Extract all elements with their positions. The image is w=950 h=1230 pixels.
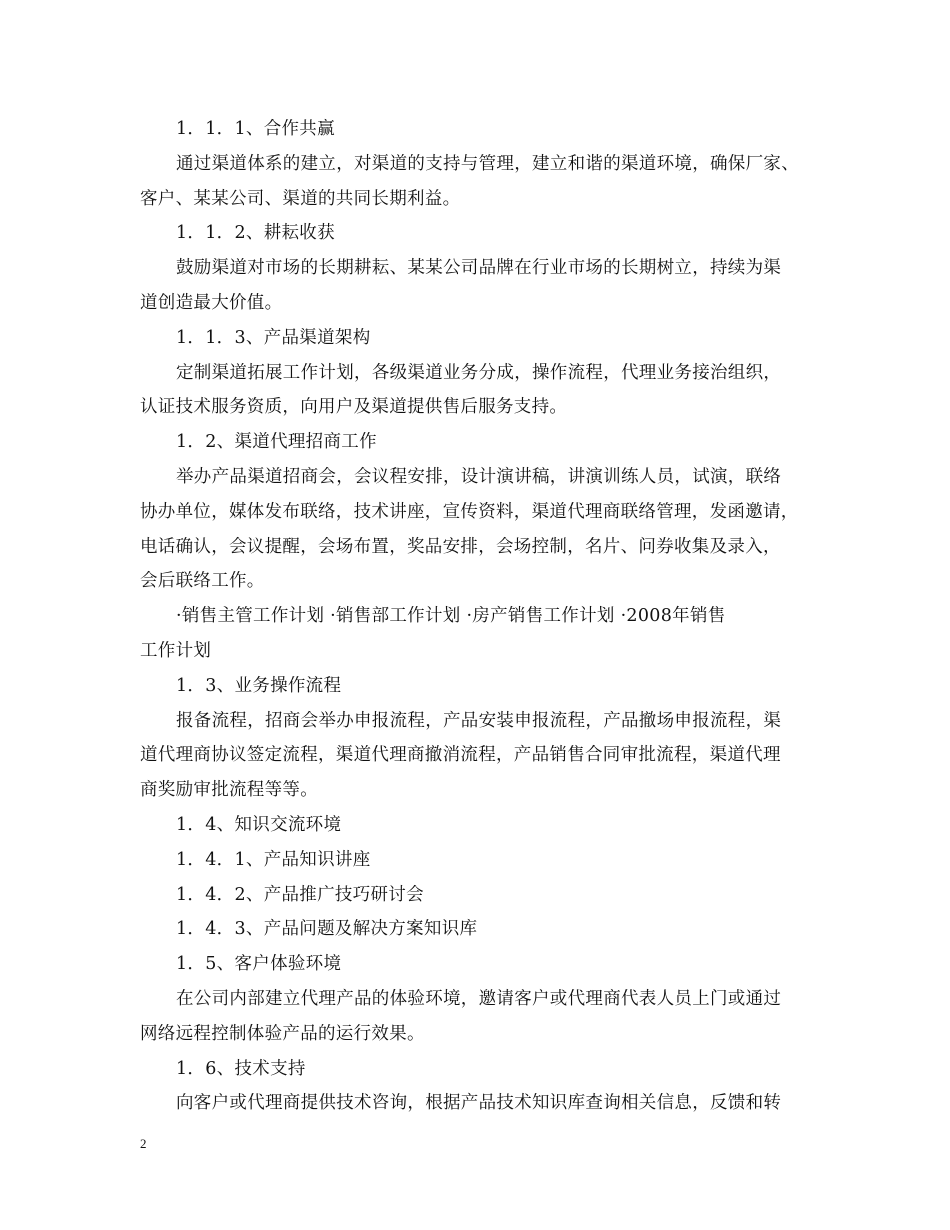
- text-line: 道代理商协议签定流程，渠道代理商撤消流程，产品销售合同审批流程，渠道代理: [140, 745, 781, 766]
- text-line: 认证技术服务资质，向用户及渠道提供售后服务支持。: [140, 397, 568, 418]
- page-number: 2: [140, 1136, 147, 1151]
- text-line: 1．1．3、产品渠道架构: [176, 327, 371, 348]
- text-line: 客户、某某公司、渠道的共同长期利益。: [140, 188, 461, 209]
- text-line: 1．4．2、产品推广技巧研讨会: [176, 884, 424, 905]
- text-line: 1．4、知识交流环境: [176, 814, 342, 835]
- text-line: 在公司内部建立代理产品的体验环境，邀请客户或代理商代表人员上门或通过: [176, 988, 782, 1009]
- text-line: 1．4．1、产品知识讲座: [176, 849, 371, 870]
- text-line: 1．5、客户体验环境: [176, 954, 342, 975]
- text-line: 网络远程控制体验产品的运行效果。: [140, 1023, 425, 1044]
- document-body: [140, 112, 820, 1121]
- text-line: 通过渠道体系的建立，对渠道的支持与管理，建立和谐的渠道环境，确保厂家、: [176, 153, 799, 174]
- text-line: 工作计划: [140, 640, 212, 661]
- text-line: 1．6、技术支持: [176, 1058, 306, 1079]
- text-line: 定制渠道拓展工作计划，各级渠道业务分成，操作流程，代理业务接治组织，: [176, 362, 782, 383]
- text-line: ·销售主管工作计划 ·销售部工作计划 ·房产销售工作计划 ·2008年销售: [176, 606, 726, 627]
- text-line: 1．4．3、产品问题及解决方案知识库: [176, 919, 478, 940]
- text-line: 鼓励渠道对市场的长期耕耘、某某公司品牌在行业市场的长期树立，持续为渠: [176, 258, 782, 279]
- text-line: 1．2、渠道代理招商工作: [176, 432, 377, 453]
- text-line: 电话确认，会议提醒，会场布置，奖品安排，会场控制，名片、问券收集及录入，: [140, 536, 781, 557]
- text-line: 协办单位，媒体发布联络，技术讲座，宣传资料，渠道代理商联络管理，发函邀请，: [140, 501, 799, 522]
- text-line: 1．1．1、合作共赢: [176, 119, 335, 139]
- text-line: 报备流程，招商会举办申报流程，产品安装申报流程，产品撤场申报流程，渠: [176, 710, 782, 731]
- text-line: 会后联络工作。: [140, 571, 265, 592]
- text-line: 向客户或代理商提供技术咨询，根据产品技术知识库查询相关信息，反馈和转: [176, 1093, 782, 1114]
- text-line: 1．3、业务操作流程: [176, 675, 342, 696]
- text-line: 举办产品渠道招商会，会议程安排，设计演讲稿，讲演训练人员，试演，联络: [176, 466, 782, 487]
- text-line: 1．1．2、耕耘收获: [176, 223, 335, 244]
- text-line: 道创造最大价值。: [140, 292, 283, 313]
- text-line: 商奖励审批流程等等。: [140, 780, 318, 801]
